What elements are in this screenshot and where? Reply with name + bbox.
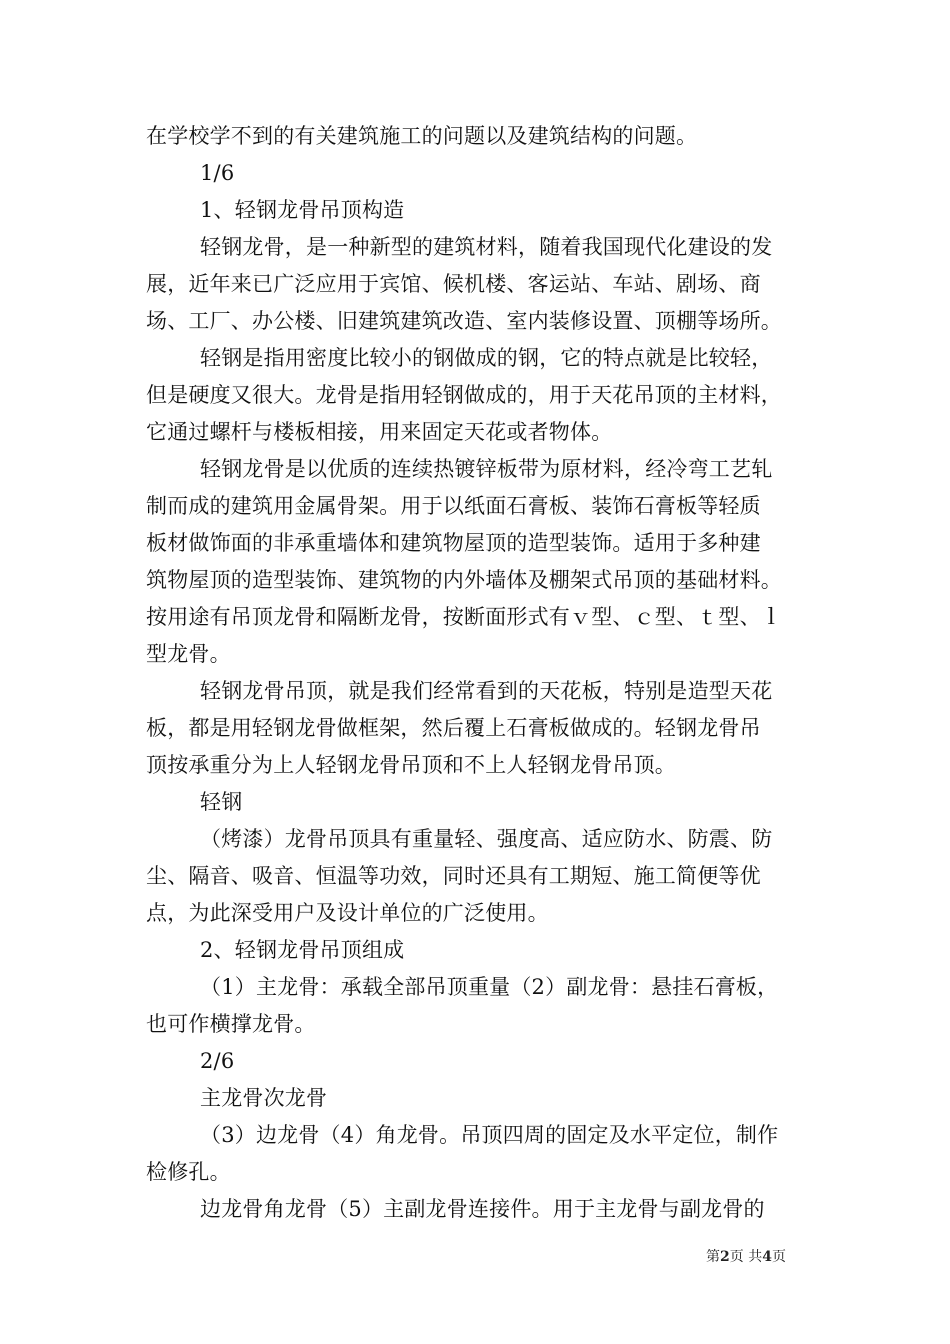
text-line: 尘、隔音、吸音、恒温等功效，同时还具有工期短、施工简便等优 [146, 864, 761, 888]
text-line: 主龙骨次龙骨 [200, 1086, 328, 1110]
footer-suffix: 页 [771, 1249, 786, 1265]
text-line: 顶按承重分为上人轻钢龙骨吊顶和不上人轻钢龙骨吊顶。 [146, 753, 676, 777]
text-line: 按用途有吊顶龙骨和隔断龙骨，按断面形式有ｖ型、ｃ型、ｔ型、ｌ [146, 605, 782, 629]
text-line: 板材做饰面的非承重墙体和建筑物屋顶的造型装饰。适用于多种建 [146, 531, 761, 555]
page-marker: 2/6 [200, 1049, 235, 1073]
text-line: 制而成的建筑用金属骨架。用于以纸面石膏板、装饰石膏板等轻质 [146, 494, 761, 518]
text-line: 筑物屋顶的造型装饰、建筑物的内外墙体及棚架式吊顶的基础材料。 [146, 568, 782, 592]
text-line: 边龙骨角龙骨（5）主副龙骨连接件。用于主龙骨与副龙骨的 [200, 1197, 765, 1221]
text-line: 在学校学不到的有关建筑施工的问题以及建筑结构的问题。 [146, 124, 698, 148]
section-heading: 1、轻钢龙骨吊顶构造 [200, 198, 405, 222]
footer-total-pages: 4 [762, 1249, 772, 1265]
text-line: 型龙骨。 [146, 642, 231, 666]
page-marker: 1/6 [200, 161, 235, 185]
text-line: （烤漆）龙骨吊顶具有重量轻、强度高、适应防水、防震、防 [200, 827, 773, 851]
text-line: 它通过螺杆与楼板相接，用来固定天花或者物体。 [146, 420, 613, 444]
text-line: 检修孔。 [146, 1160, 231, 1184]
footer-middle: 页 共 [729, 1249, 763, 1265]
text-line: 也可作横撑龙骨。 [146, 1012, 316, 1036]
text-line: 轻钢龙骨，是一种新型的建筑材料，随着我国现代化建设的发 [200, 235, 773, 259]
text-line: （1）主龙骨：承载全部吊顶重量（2）副龙骨：悬挂石膏板， [200, 975, 779, 999]
footer-prefix: 第 [706, 1249, 720, 1265]
text-line: 轻钢 [200, 790, 243, 814]
text-line: 场、工厂、办公楼、旧建筑建筑改造、室内装修设置、顶棚等场所。 [146, 309, 782, 333]
footer-current-page: 2 [720, 1249, 730, 1265]
text-line: （3）边龙骨（4）角龙骨。吊顶四周的固定及水平定位，制作 [200, 1123, 779, 1147]
text-line: 但是硬度又很大。龙骨是指用轻钢做成的，用于天花吊顶的主材料， [146, 383, 782, 407]
section-heading: 2、轻钢龙骨吊顶组成 [200, 938, 405, 962]
text-line: 点，为此深受用户及设计单位的广泛使用。 [146, 901, 549, 925]
text-line: 板，都是用轻钢龙骨做框架，然后覆上石膏板做成的。轻钢龙骨吊 [146, 716, 761, 740]
text-line: 轻钢是指用密度比较小的钢做成的钢，它的特点就是比较轻， [200, 346, 773, 370]
text-line: 轻钢龙骨是以优质的连续热镀锌板带为原材料，经冷弯工艺轧 [200, 457, 773, 481]
page-footer [706, 1248, 786, 1266]
text-line: 展，近年来已广泛应用于宾馆、候机楼、客运站、车站、剧场、商 [146, 272, 761, 296]
text-line: 轻钢龙骨吊顶，就是我们经常看到的天花板，特别是造型天花 [200, 679, 773, 703]
